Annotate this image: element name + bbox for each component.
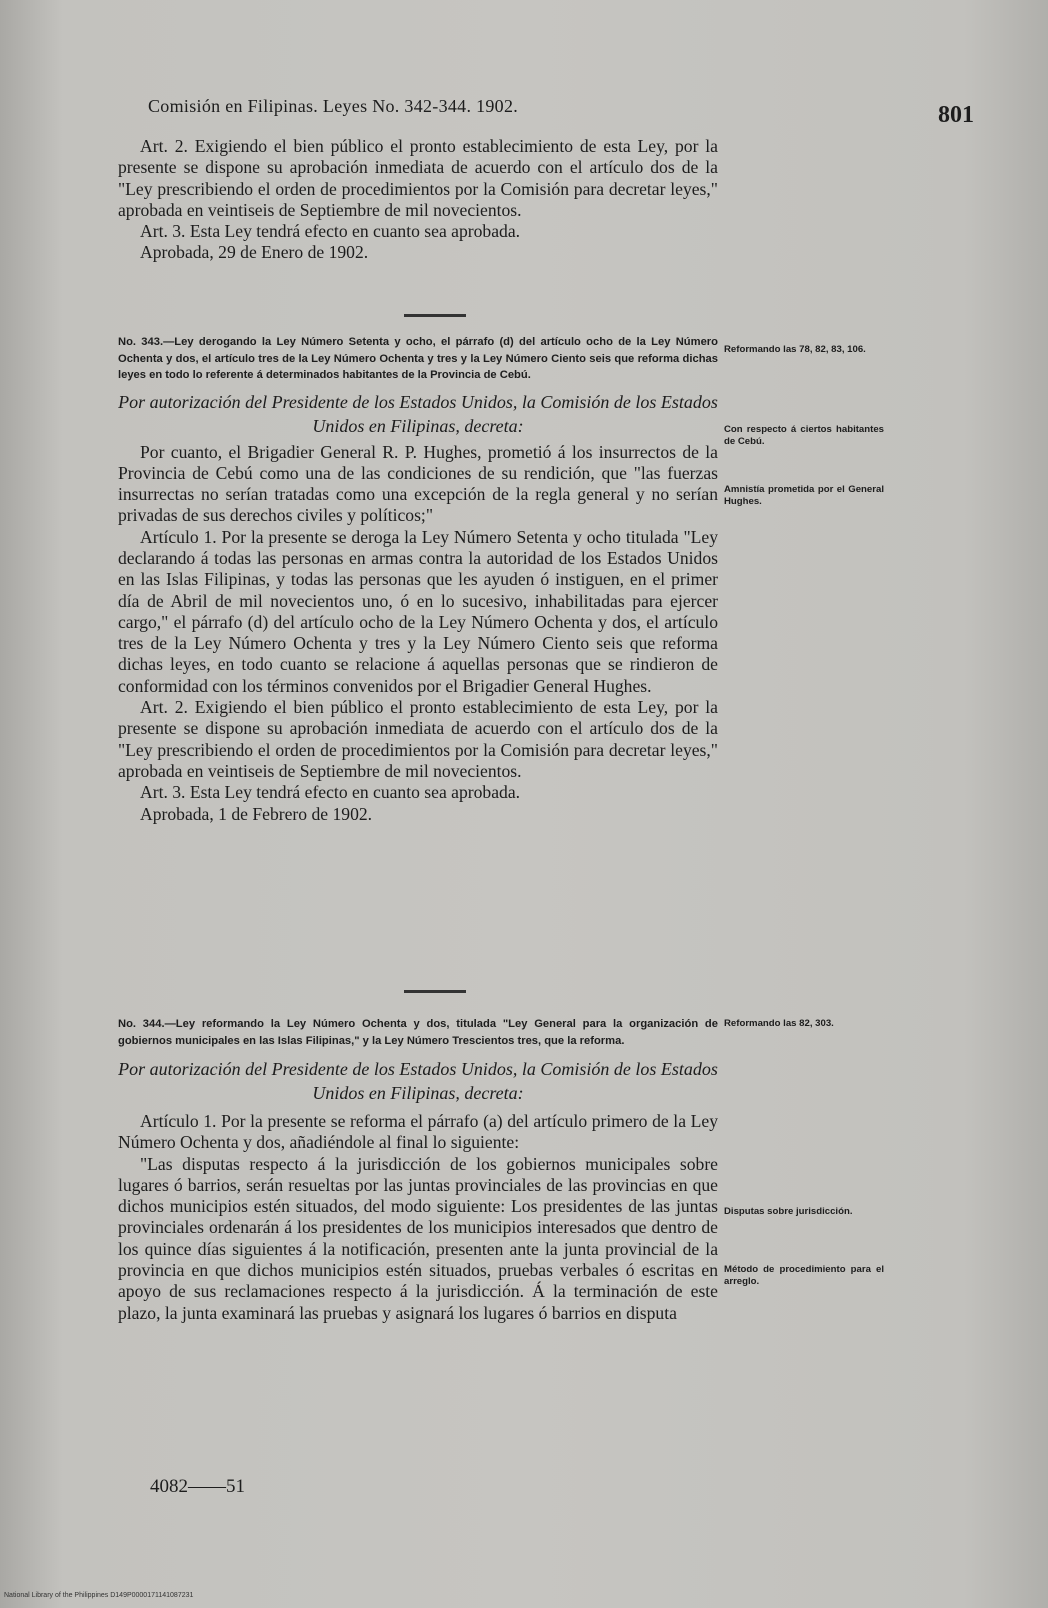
top-article-3: Art. 3. Esta Ley tendrá efecto en cuanto sea aprobada.: [140, 221, 521, 242]
law-343-article-2: Art. 2. Exigiendo el bien público el pronto establecimiento de esta Ley, por la presente se dispone su aprobación inmediata de acuerdo con el artículo dos de la "Ley prescribiendo el orden de procedimientos por la Comisión para decretar leyes," aprobada en veintiseis de Septiembre de mil novecientos.: [118, 697, 718, 781]
law-344-quote: "Las disputas respecto á la jurisdicción de los gobiernos municipales sobre lugares ó barrios, serán resueltas por las juntas provinciales de las provincias en que dichos municipios estén situados, del modo siguiente: Los presidentes de las juntas provinciales ordenarán á los presidentes de los municipios interesados que dentro de los quince días siguientes á la notificación, presenten ante la junta provincial de la provincia en que dichos municipios estén situados, pruebas verbales ó escritas en apoyo de sus reclamaciones respecto á la jurisdicción. Á la terminación de este plazo, la junta examinará las pruebas y asignará los lugares ó barrios en disputa: [118, 1153, 718, 1323]
top-article-2: Art. 2. Exigiendo el bien público el pronto establecimiento de esta Ley, por la presente se dispone su aprobación inmediata de acuerdo con el artículo dos de la "Ley prescribiendo el orden de procedimientos por la Comisión para decretar leyes," aprobada en veintiseis de Septiembre de mil novecientos.: [118, 136, 718, 220]
side-note: Reformando las 82, 303.: [724, 1018, 834, 1029]
scan-credit: National Library of the Philippines D149P0000171141087231: [4, 1592, 194, 1599]
law-344: [118, 1016, 718, 1324]
law-343-authority: Por autorización del Presidente de los Estados Unidos, la Comisión de los Estados Unidos en Filipinas, decreta:: [118, 391, 718, 436]
law-343-whereas: Por cuanto, el Brigadier General R. P. Hughes, prometió á los insurrectos de la Provincia de Cebú como una de las condiciones de su rendición, que "las fuerzas insurrectas no serían tratadas como una excepción de la regla general y no serían privadas de sus derechos civiles y políticos;": [118, 441, 718, 526]
law-343-approved: Aprobada, 1 de Febrero de 1902.: [140, 803, 373, 824]
law-343-article-3: Art. 3. Esta Ley tendrá efecto en cuanto sea aprobada.: [140, 782, 521, 803]
side-note: Disputas sobre jurisdicción.: [724, 1206, 853, 1217]
side-note: Con respecto á ciertos habitantes de Cebú.: [724, 424, 884, 447]
top-continuation: [118, 136, 718, 264]
top-approved: Aprobada, 29 de Enero de 1902.: [140, 242, 369, 263]
running-header: Comisión en Filipinas. Leyes No. 342-344. 1902.: [148, 96, 519, 116]
side-note: Método de procedimiento para el arreglo.: [724, 1264, 884, 1287]
law-343-article-1: Artículo 1. Por la presente se deroga la Ley Número Setenta y ocho titulada "Ley declarando á todas las personas en armas contra la autoridad de los Estados Unidos en las Islas Filipinas, y todas las personas que les ayuden ó instiguen, en el primer día de Abril de mil novecientos uno, ó en lo sucesivo, inhabilitadas para ejercer cargo," el párrafo (d) del artículo ocho de la Ley Número Ochenta y dos, el artículo tres de la Ley Número Ochenta y tres y la Ley Número Ciento seis que reforma dichas leyes, en todo cuanto se relacione á aquellas personas que se rindieron de conformidad con los términos convenidos por el Brigadier General Hughes.: [118, 526, 718, 696]
law-344-article-1: Artículo 1. Por la presente se reforma el párrafo (a) del artículo primero de la Ley Número Ochenta y dos, añadiéndole al final lo siguiente:: [118, 1111, 718, 1153]
law-343-heading: No. 343.—Ley derogando la Ley Número Setenta y ocho, el párrafo (d) del artículo ocho de la Ley Número Ochenta y dos, el artículo tres de la Ley Número Ochenta y tres y la Ley Número Ciento seis que reforma dichas leyes en todo lo referente á determinados habitantes de la Provincia de Cebú.: [118, 336, 718, 381]
side-note: Amnistía prometida por el General Hughes.: [724, 484, 884, 507]
section-divider: [404, 314, 466, 317]
law-343: [118, 334, 718, 825]
law-344-heading: No. 344.—Ley reformando la Ley Número Ochenta y dos, titulada "Ley General para la organización de gobiernos municipales en las Islas Filipinas," y la Ley Número Trescientos tres, que la reforma.: [118, 1018, 718, 1047]
law-344-authority: Por autorización del Presidente de los Estados Unidos, la Comisión de los Estados Unidos en Filipinas, decreta:: [118, 1059, 718, 1103]
side-note: Reformando las 78, 82, 83, 106.: [724, 344, 866, 355]
section-divider: [404, 990, 466, 993]
signature-mark: 4082——51: [150, 1476, 245, 1497]
page-number: 801: [938, 102, 974, 128]
